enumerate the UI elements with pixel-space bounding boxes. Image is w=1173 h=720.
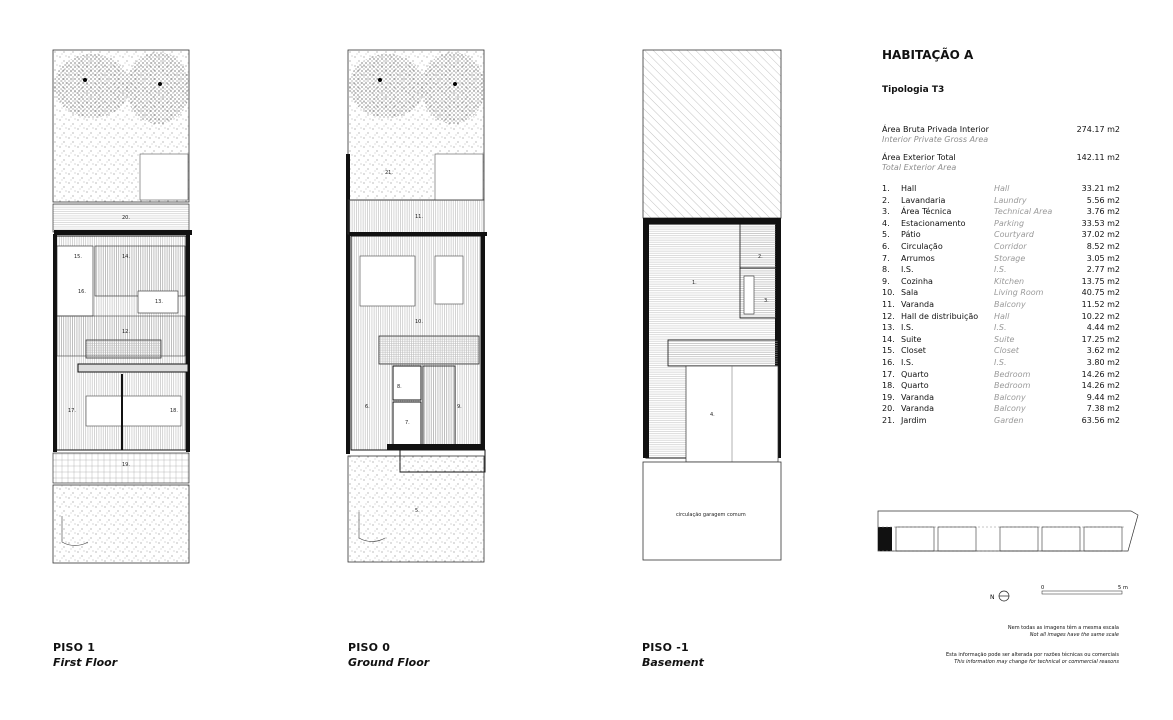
- plan-label: 21.: [385, 170, 393, 176]
- page-title: HABITAÇÃO A: [882, 48, 974, 62]
- info-note: [946, 652, 1119, 665]
- room-name-en: Parking: [994, 218, 1025, 228]
- room-area: 10.22 m2: [1081, 311, 1120, 321]
- room-row: [882, 403, 1120, 415]
- room-name-en: Bedroom: [994, 369, 1031, 379]
- room-name: Estacionamento: [901, 218, 966, 228]
- info-panel: [882, 48, 1120, 426]
- room-row: [882, 195, 1120, 207]
- room-name: I.S.: [901, 357, 914, 367]
- room-name-en: Kitchen: [994, 276, 1025, 286]
- room-name-en: Garden: [994, 415, 1024, 425]
- floor-label-ground: [348, 641, 429, 669]
- plan-label: circulação garagem comum: [676, 512, 746, 518]
- plan-label: 13.: [155, 299, 163, 305]
- area-label-en: Total Exterior Area: [882, 163, 957, 172]
- room-area: 14.26 m2: [1081, 369, 1120, 379]
- room-row: [882, 311, 1120, 323]
- room-number: 13.: [882, 323, 895, 333]
- area-summary: [882, 125, 1120, 173]
- room-row: [882, 299, 1120, 311]
- room-row: [882, 229, 1120, 241]
- scale-unit: m: [1123, 585, 1128, 591]
- room-area: 7.38 m2: [1086, 404, 1120, 414]
- plan-label: 5.: [415, 508, 420, 514]
- plan-label: 4.: [710, 412, 715, 418]
- note-scale-pt: Nem todas as imagens têm a mesma escala: [1007, 625, 1119, 631]
- room-row: [882, 334, 1120, 346]
- room-row: [882, 322, 1120, 334]
- plan-label: 8.: [397, 384, 402, 390]
- room-name: Varanda: [901, 299, 934, 309]
- room-row: [882, 287, 1120, 299]
- room-row: [882, 206, 1120, 218]
- floor-label-pt: PISO 1: [53, 641, 96, 654]
- room-area: 2.77 m2: [1086, 265, 1120, 275]
- room-name: Closet: [901, 346, 926, 356]
- room-area: 33.21 m2: [1081, 184, 1120, 193]
- room-number: 17.: [882, 369, 895, 379]
- plan-label: 6.: [365, 404, 370, 410]
- room-number: 16.: [882, 357, 895, 367]
- room-name-en: Suite: [994, 334, 1015, 344]
- scale-note: [1008, 625, 1119, 638]
- room-name-en: Hall: [994, 311, 1010, 321]
- room-name: Quarto: [901, 369, 929, 379]
- room-name: Quarto: [901, 381, 929, 391]
- room-area: 3.05 m2: [1086, 253, 1120, 263]
- room-name: Lavandaria: [901, 195, 946, 205]
- area-label-en: Interior Private Gross Area: [882, 135, 989, 144]
- plan-label: 2.: [758, 254, 763, 260]
- room-number: 5.: [882, 230, 890, 240]
- floor-label-en: Ground Floor: [348, 656, 430, 669]
- room-name: Jardim: [901, 415, 927, 425]
- scale-five: 5: [1118, 585, 1122, 591]
- room-name: Arrumos: [901, 253, 935, 263]
- room-area: 3.80 m2: [1086, 357, 1120, 367]
- room-name: Área Técnica: [901, 207, 952, 217]
- room-area: 4.44 m2: [1086, 323, 1120, 333]
- room-area: 5.56 m2: [1086, 195, 1120, 205]
- plan-label: 17.: [68, 408, 76, 414]
- plan-basement: [640, 46, 790, 566]
- room-name-en: I.S.: [994, 265, 1007, 275]
- plan-label: 12.: [122, 329, 130, 335]
- room-number: 12.: [882, 311, 895, 321]
- north-label: N: [990, 594, 995, 601]
- room-area: 40.75 m2: [1081, 288, 1120, 298]
- room-name: Pátio: [901, 230, 921, 240]
- floor-label-first: [53, 641, 117, 669]
- key-plan: [876, 509, 1141, 563]
- room-row: [882, 345, 1120, 357]
- note-info-en: This information may change for technical or commercial reasons: [954, 658, 1119, 665]
- room-row: [882, 380, 1120, 392]
- room-number: 14.: [882, 334, 895, 344]
- plan-label: 9.: [457, 404, 462, 410]
- room-row: [882, 183, 1120, 195]
- plan-label: 16.: [78, 289, 86, 295]
- room-number: 3.: [882, 207, 890, 217]
- room-area: 17.25 m2: [1081, 334, 1120, 344]
- room-number: 15.: [882, 346, 895, 356]
- room-area: 3.62 m2: [1086, 346, 1120, 356]
- room-number: 4.: [882, 218, 890, 228]
- area-value: 274.17 m2: [1076, 125, 1120, 134]
- room-number: 11.: [882, 299, 895, 309]
- room-area: 3.76 m2: [1086, 207, 1120, 217]
- plan-label: 19.: [122, 462, 130, 468]
- room-name: I.S.: [901, 323, 914, 333]
- room-row: [882, 218, 1120, 230]
- room-area: 8.52 m2: [1086, 241, 1120, 251]
- floor-label-en: Basement: [642, 656, 704, 669]
- room-area: 14.26 m2: [1081, 381, 1120, 391]
- room-number: 8.: [882, 265, 890, 275]
- plan-label: 14.: [122, 254, 130, 260]
- room-name: Sala: [901, 288, 919, 298]
- room-name-en: Storage: [994, 253, 1026, 263]
- room-area: 37.02 m2: [1081, 230, 1120, 240]
- room-name-en: Closet: [994, 346, 1019, 356]
- room-area: 13.75 m2: [1081, 276, 1120, 286]
- room-number: 18.: [882, 381, 895, 391]
- room-name: Hall: [901, 184, 917, 193]
- room-name: Suite: [901, 334, 922, 344]
- room-row: [882, 264, 1120, 276]
- room-schedule: [882, 183, 1120, 426]
- plan-label: 18.: [170, 408, 178, 414]
- room-number: 20.: [882, 404, 895, 414]
- room-name: Circulação: [901, 241, 943, 251]
- room-area: 9.44 m2: [1086, 392, 1120, 402]
- plan-label: 11.: [415, 214, 423, 220]
- room-number: 21.: [882, 415, 895, 425]
- scale-bar: [990, 584, 1130, 610]
- page-subtitle: Tipologia T3: [882, 85, 945, 95]
- floor-label-en: First Floor: [53, 656, 118, 669]
- area-label: Área Exterior Total: [882, 153, 956, 162]
- room-name-en: Corridor: [994, 241, 1027, 251]
- room-name-en: I.S.: [994, 357, 1007, 367]
- room-name-en: Balcony: [994, 392, 1026, 402]
- room-number: 1.: [882, 184, 890, 193]
- room-number: 9.: [882, 276, 890, 286]
- plan-ground-floor: [345, 46, 495, 566]
- note-scale-en: Not all images have the same scale: [1029, 631, 1119, 638]
- room-row: [882, 392, 1120, 404]
- room-name-en: Bedroom: [994, 381, 1031, 391]
- plan-label: 15.: [74, 254, 82, 260]
- floor-label-basement: [642, 641, 704, 669]
- room-name-en: Courtyard: [994, 230, 1034, 240]
- room-name: Varanda: [901, 392, 934, 402]
- plan-label: 3.: [764, 298, 769, 304]
- plan-first-floor: [50, 46, 200, 566]
- plan-label: 1.: [692, 280, 697, 286]
- room-name: I.S.: [901, 265, 914, 275]
- room-name-en: I.S.: [994, 323, 1007, 333]
- floor-label-pt: PISO -1: [642, 641, 689, 654]
- area-label: Área Bruta Privada Interior: [882, 125, 989, 134]
- room-name-en: Living Room: [994, 288, 1044, 298]
- room-number: 6.: [882, 241, 890, 251]
- area-row: [882, 153, 1120, 173]
- room-name-en: Balcony: [994, 404, 1026, 414]
- room-number: 10.: [882, 288, 895, 298]
- area-row: [882, 125, 1120, 145]
- room-name: Cozinha: [901, 276, 933, 286]
- room-row: [882, 369, 1120, 381]
- room-row: [882, 276, 1120, 288]
- room-row: [882, 415, 1120, 427]
- plan-label: 7.: [405, 420, 410, 426]
- room-row: [882, 241, 1120, 253]
- room-number: 2.: [882, 195, 890, 205]
- room-name-en: Laundry: [994, 195, 1027, 205]
- note-info-pt: Esta informação pode ser alterada por razões técnicas ou comerciais: [946, 652, 1119, 658]
- room-name-en: Hall: [994, 184, 1010, 193]
- room-name: Varanda: [901, 404, 934, 414]
- room-area: 63.56 m2: [1081, 415, 1120, 425]
- room-row: [882, 357, 1120, 369]
- plan-label: 20.: [122, 215, 130, 221]
- scale-zero: 0: [1041, 585, 1045, 591]
- room-name-en: Technical Area: [994, 207, 1053, 217]
- room-row: [882, 253, 1120, 265]
- room-number: 19.: [882, 392, 895, 402]
- room-area: 11.52 m2: [1081, 299, 1120, 309]
- area-value: 142.11 m2: [1076, 153, 1120, 162]
- room-number: 7.: [882, 253, 890, 263]
- plan-label: 10.: [415, 319, 423, 325]
- floor-label-pt: PISO 0: [348, 641, 391, 654]
- room-name-en: Balcony: [994, 299, 1026, 309]
- room-area: 33.53 m2: [1081, 218, 1120, 228]
- room-name: Hall de distribuição: [901, 311, 979, 321]
